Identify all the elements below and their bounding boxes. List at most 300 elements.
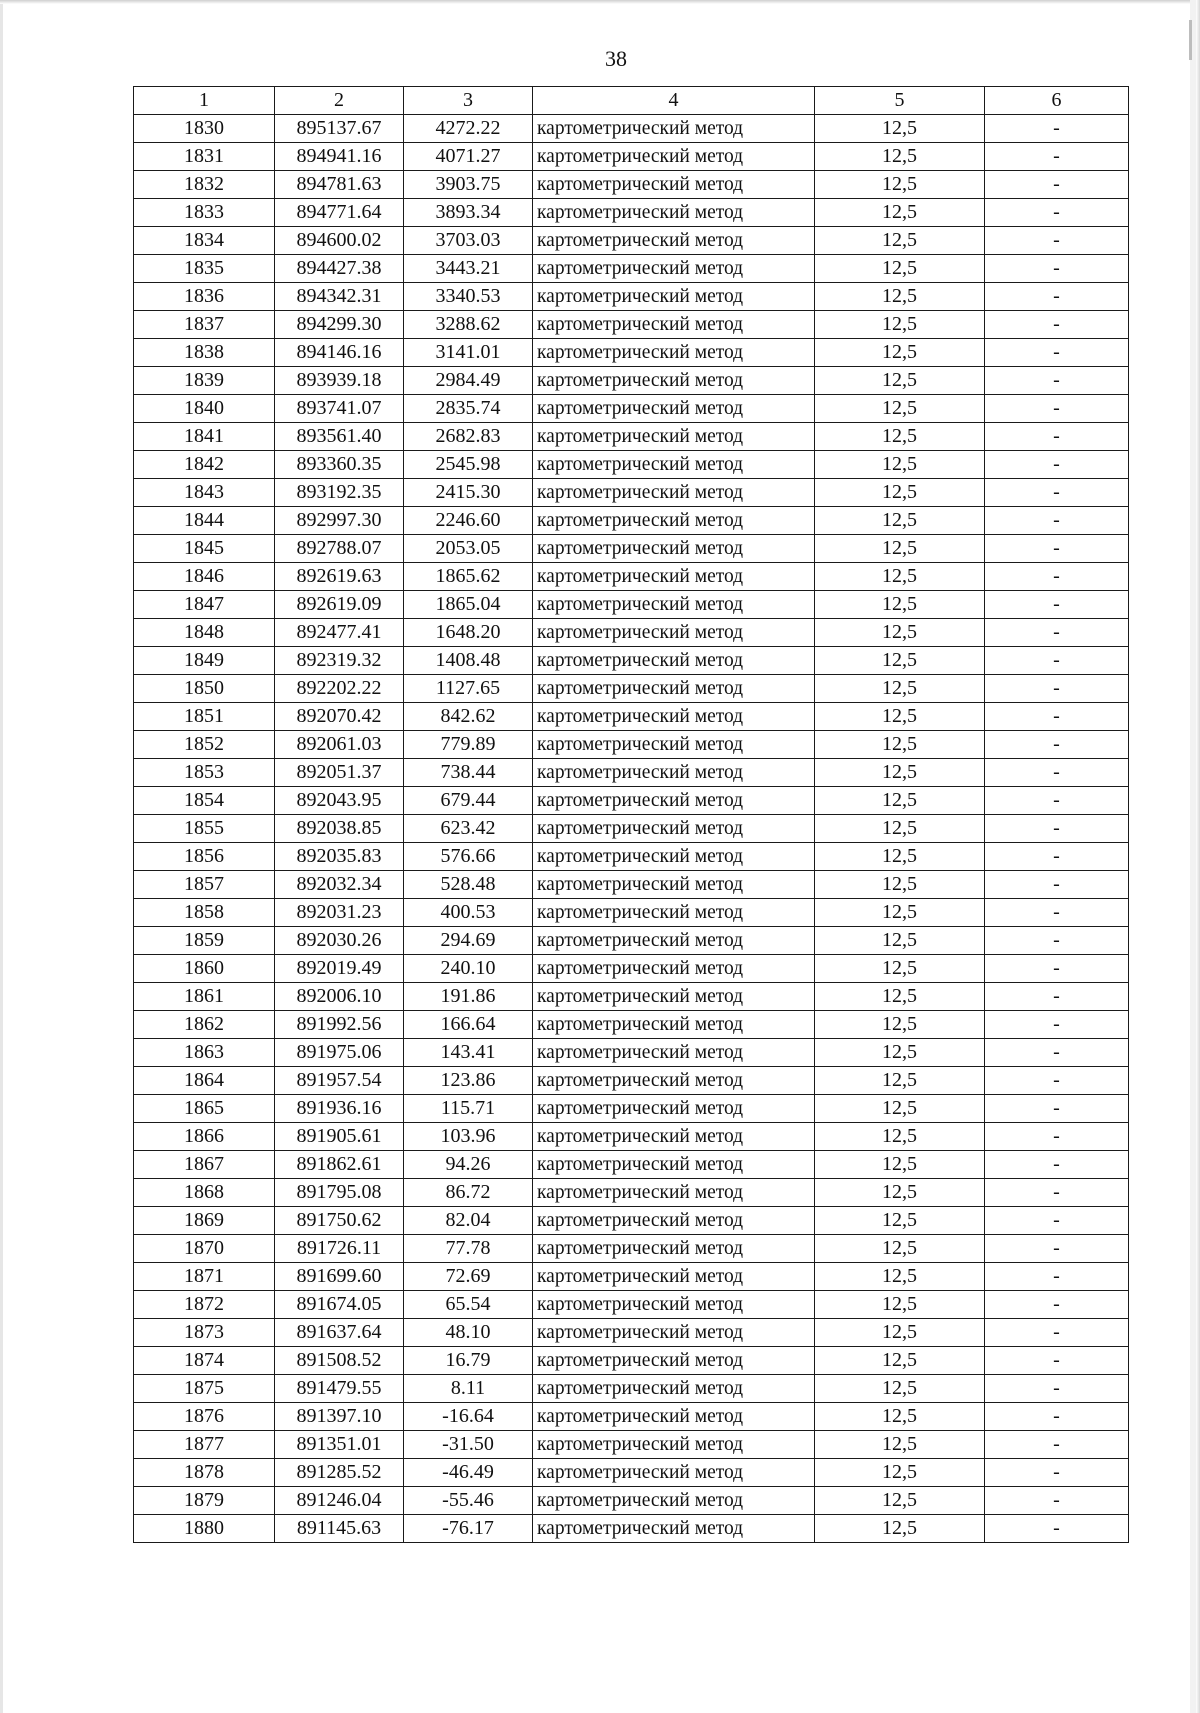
note-cell: - bbox=[985, 647, 1129, 675]
method-cell: картометрический метод bbox=[533, 927, 815, 955]
note-cell: - bbox=[985, 675, 1129, 703]
y-coordinate-cell: 2682.83 bbox=[404, 423, 533, 451]
x-coordinate-cell: 891992.56 bbox=[275, 1011, 404, 1039]
header-cell-2: 2 bbox=[275, 87, 404, 115]
table-row bbox=[134, 1039, 1129, 1067]
method-cell: картометрический метод bbox=[533, 815, 815, 843]
accuracy-cell: 12,5 bbox=[815, 507, 985, 535]
method-cell: картометрический метод bbox=[533, 899, 815, 927]
note-cell: - bbox=[985, 1459, 1129, 1487]
point-number-cell: 1835 bbox=[134, 255, 275, 283]
method-cell: картометрический метод bbox=[533, 759, 815, 787]
method-cell: картометрический метод bbox=[533, 423, 815, 451]
x-coordinate-cell: 892043.95 bbox=[275, 787, 404, 815]
x-coordinate-cell: 891699.60 bbox=[275, 1263, 404, 1291]
point-number-cell: 1856 bbox=[134, 843, 275, 871]
table-row bbox=[134, 1067, 1129, 1095]
y-coordinate-cell: 294.69 bbox=[404, 927, 533, 955]
note-cell: - bbox=[985, 1095, 1129, 1123]
y-coordinate-cell: -55.46 bbox=[404, 1487, 533, 1515]
x-coordinate-cell: 894342.31 bbox=[275, 283, 404, 311]
y-coordinate-cell: 77.78 bbox=[404, 1235, 533, 1263]
y-coordinate-cell: 2053.05 bbox=[404, 535, 533, 563]
method-cell: картометрический метод bbox=[533, 1403, 815, 1431]
table-row bbox=[134, 451, 1129, 479]
accuracy-cell: 12,5 bbox=[815, 787, 985, 815]
accuracy-cell: 12,5 bbox=[815, 1459, 985, 1487]
table-row bbox=[134, 703, 1129, 731]
table-row bbox=[134, 1011, 1129, 1039]
y-coordinate-cell: 1127.65 bbox=[404, 675, 533, 703]
page-number: 38 bbox=[605, 46, 627, 71]
table-row bbox=[134, 339, 1129, 367]
method-cell: картометрический метод bbox=[533, 367, 815, 395]
x-coordinate-cell: 892788.07 bbox=[275, 535, 404, 563]
note-cell: - bbox=[985, 423, 1129, 451]
x-coordinate-cell: 893192.35 bbox=[275, 479, 404, 507]
table-row bbox=[134, 1347, 1129, 1375]
accuracy-cell: 12,5 bbox=[815, 899, 985, 927]
method-cell: картометрический метод bbox=[533, 1235, 815, 1263]
point-number-cell: 1860 bbox=[134, 955, 275, 983]
note-cell: - bbox=[985, 255, 1129, 283]
x-coordinate-cell: 894600.02 bbox=[275, 227, 404, 255]
note-cell: - bbox=[985, 1235, 1129, 1263]
accuracy-cell: 12,5 bbox=[815, 759, 985, 787]
accuracy-cell: 12,5 bbox=[815, 955, 985, 983]
table-row bbox=[134, 1235, 1129, 1263]
note-cell: - bbox=[985, 507, 1129, 535]
method-cell: картометрический метод bbox=[533, 1263, 815, 1291]
note-cell: - bbox=[985, 955, 1129, 983]
method-cell: картометрический метод bbox=[533, 1347, 815, 1375]
method-cell: картометрический метод bbox=[533, 983, 815, 1011]
table-row bbox=[134, 1123, 1129, 1151]
y-coordinate-cell: 115.71 bbox=[404, 1095, 533, 1123]
point-number-cell: 1852 bbox=[134, 731, 275, 759]
note-cell: - bbox=[985, 1207, 1129, 1235]
x-coordinate-cell: 892319.32 bbox=[275, 647, 404, 675]
table-row bbox=[134, 255, 1129, 283]
method-cell: картометрический метод bbox=[533, 1431, 815, 1459]
table-row bbox=[134, 479, 1129, 507]
method-cell: картометрический метод bbox=[533, 115, 815, 143]
point-number-cell: 1846 bbox=[134, 563, 275, 591]
note-cell: - bbox=[985, 283, 1129, 311]
y-coordinate-cell: 94.26 bbox=[404, 1151, 533, 1179]
note-cell: - bbox=[985, 983, 1129, 1011]
note-cell: - bbox=[985, 1375, 1129, 1403]
note-cell: - bbox=[985, 1263, 1129, 1291]
note-cell: - bbox=[985, 1431, 1129, 1459]
method-cell: картометрический метод bbox=[533, 507, 815, 535]
x-coordinate-cell: 892619.63 bbox=[275, 563, 404, 591]
x-coordinate-cell: 891726.11 bbox=[275, 1235, 404, 1263]
method-cell: картометрический метод bbox=[533, 1375, 815, 1403]
note-cell: - bbox=[985, 871, 1129, 899]
y-coordinate-cell: 240.10 bbox=[404, 955, 533, 983]
accuracy-cell: 12,5 bbox=[815, 227, 985, 255]
note-cell: - bbox=[985, 591, 1129, 619]
x-coordinate-cell: 891285.52 bbox=[275, 1459, 404, 1487]
note-cell: - bbox=[985, 1151, 1129, 1179]
note-cell: - bbox=[985, 899, 1129, 927]
accuracy-cell: 12,5 bbox=[815, 1095, 985, 1123]
y-coordinate-cell: -76.17 bbox=[404, 1515, 533, 1543]
y-coordinate-cell: 3893.34 bbox=[404, 199, 533, 227]
accuracy-cell: 12,5 bbox=[815, 367, 985, 395]
accuracy-cell: 12,5 bbox=[815, 1487, 985, 1515]
y-coordinate-cell: 2984.49 bbox=[404, 367, 533, 395]
table-row bbox=[134, 983, 1129, 1011]
table-row bbox=[134, 927, 1129, 955]
point-number-cell: 1831 bbox=[134, 143, 275, 171]
y-coordinate-cell: -31.50 bbox=[404, 1431, 533, 1459]
method-cell: картометрический метод bbox=[533, 1151, 815, 1179]
method-cell: картометрический метод bbox=[533, 647, 815, 675]
x-coordinate-cell: 894427.38 bbox=[275, 255, 404, 283]
method-cell: картометрический метод bbox=[533, 227, 815, 255]
note-cell: - bbox=[985, 115, 1129, 143]
y-coordinate-cell: 8.11 bbox=[404, 1375, 533, 1403]
y-coordinate-cell: 623.42 bbox=[404, 815, 533, 843]
y-coordinate-cell: 3443.21 bbox=[404, 255, 533, 283]
y-coordinate-cell: 400.53 bbox=[404, 899, 533, 927]
table-row bbox=[134, 1291, 1129, 1319]
note-cell: - bbox=[985, 731, 1129, 759]
y-coordinate-cell: 16.79 bbox=[404, 1347, 533, 1375]
method-cell: картометрический метод bbox=[533, 479, 815, 507]
note-cell: - bbox=[985, 1515, 1129, 1543]
note-cell: - bbox=[985, 1039, 1129, 1067]
accuracy-cell: 12,5 bbox=[815, 703, 985, 731]
note-cell: - bbox=[985, 1179, 1129, 1207]
method-cell: картометрический метод bbox=[533, 1319, 815, 1347]
y-coordinate-cell: 1648.20 bbox=[404, 619, 533, 647]
y-coordinate-cell: 72.69 bbox=[404, 1263, 533, 1291]
y-coordinate-cell: 191.86 bbox=[404, 983, 533, 1011]
accuracy-cell: 12,5 bbox=[815, 1347, 985, 1375]
accuracy-cell: 12,5 bbox=[815, 451, 985, 479]
table-row bbox=[134, 1319, 1129, 1347]
coordinates-table bbox=[133, 86, 1129, 1543]
note-cell: - bbox=[985, 815, 1129, 843]
note-cell: - bbox=[985, 703, 1129, 731]
point-number-cell: 1832 bbox=[134, 171, 275, 199]
note-cell: - bbox=[985, 1319, 1129, 1347]
table-row bbox=[134, 507, 1129, 535]
table-row bbox=[134, 675, 1129, 703]
table-header-row bbox=[134, 87, 1129, 115]
method-cell: картометрический метод bbox=[533, 731, 815, 759]
point-number-cell: 1845 bbox=[134, 535, 275, 563]
x-coordinate-cell: 894299.30 bbox=[275, 311, 404, 339]
point-number-cell: 1848 bbox=[134, 619, 275, 647]
table-row bbox=[134, 815, 1129, 843]
point-number-cell: 1878 bbox=[134, 1459, 275, 1487]
accuracy-cell: 12,5 bbox=[815, 199, 985, 227]
x-coordinate-cell: 893561.40 bbox=[275, 423, 404, 451]
point-number-cell: 1849 bbox=[134, 647, 275, 675]
method-cell: картометрический метод bbox=[533, 591, 815, 619]
method-cell: картометрический метод bbox=[533, 871, 815, 899]
y-coordinate-cell: 3903.75 bbox=[404, 171, 533, 199]
y-coordinate-cell: 143.41 bbox=[404, 1039, 533, 1067]
y-coordinate-cell: 3288.62 bbox=[404, 311, 533, 339]
table-row bbox=[134, 1459, 1129, 1487]
note-cell: - bbox=[985, 787, 1129, 815]
accuracy-cell: 12,5 bbox=[815, 843, 985, 871]
y-coordinate-cell: 738.44 bbox=[404, 759, 533, 787]
x-coordinate-cell: 892061.03 bbox=[275, 731, 404, 759]
x-coordinate-cell: 894771.64 bbox=[275, 199, 404, 227]
y-coordinate-cell: 1865.04 bbox=[404, 591, 533, 619]
table-row bbox=[134, 1207, 1129, 1235]
x-coordinate-cell: 891674.05 bbox=[275, 1291, 404, 1319]
accuracy-cell: 12,5 bbox=[815, 339, 985, 367]
x-coordinate-cell: 895137.67 bbox=[275, 115, 404, 143]
x-coordinate-cell: 892030.26 bbox=[275, 927, 404, 955]
x-coordinate-cell: 891351.01 bbox=[275, 1431, 404, 1459]
point-number-cell: 1865 bbox=[134, 1095, 275, 1123]
y-coordinate-cell: 2835.74 bbox=[404, 395, 533, 423]
table-row bbox=[134, 1431, 1129, 1459]
accuracy-cell: 12,5 bbox=[815, 1151, 985, 1179]
coordinates-table-body bbox=[134, 87, 1129, 1543]
point-number-cell: 1840 bbox=[134, 395, 275, 423]
table-row bbox=[134, 1095, 1129, 1123]
note-cell: - bbox=[985, 1487, 1129, 1515]
accuracy-cell: 12,5 bbox=[815, 1207, 985, 1235]
table-row bbox=[134, 1263, 1129, 1291]
accuracy-cell: 12,5 bbox=[815, 423, 985, 451]
method-cell: картометрический метод bbox=[533, 1487, 815, 1515]
x-coordinate-cell: 892202.22 bbox=[275, 675, 404, 703]
point-number-cell: 1854 bbox=[134, 787, 275, 815]
accuracy-cell: 12,5 bbox=[815, 1039, 985, 1067]
y-coordinate-cell: 2545.98 bbox=[404, 451, 533, 479]
table-row bbox=[134, 1403, 1129, 1431]
point-number-cell: 1870 bbox=[134, 1235, 275, 1263]
y-coordinate-cell: 576.66 bbox=[404, 843, 533, 871]
y-coordinate-cell: 103.96 bbox=[404, 1123, 533, 1151]
accuracy-cell: 12,5 bbox=[815, 619, 985, 647]
x-coordinate-cell: 892031.23 bbox=[275, 899, 404, 927]
method-cell: картометрический метод bbox=[533, 1179, 815, 1207]
accuracy-cell: 12,5 bbox=[815, 731, 985, 759]
table-row bbox=[134, 619, 1129, 647]
accuracy-cell: 12,5 bbox=[815, 927, 985, 955]
point-number-cell: 1833 bbox=[134, 199, 275, 227]
accuracy-cell: 12,5 bbox=[815, 591, 985, 619]
table-row bbox=[134, 1375, 1129, 1403]
x-coordinate-cell: 891975.06 bbox=[275, 1039, 404, 1067]
x-coordinate-cell: 893360.35 bbox=[275, 451, 404, 479]
y-coordinate-cell: 1865.62 bbox=[404, 563, 533, 591]
accuracy-cell: 12,5 bbox=[815, 1291, 985, 1319]
accuracy-cell: 12,5 bbox=[815, 1123, 985, 1151]
x-coordinate-cell: 892619.09 bbox=[275, 591, 404, 619]
note-cell: - bbox=[985, 451, 1129, 479]
x-coordinate-cell: 891862.61 bbox=[275, 1151, 404, 1179]
point-number-cell: 1861 bbox=[134, 983, 275, 1011]
accuracy-cell: 12,5 bbox=[815, 983, 985, 1011]
accuracy-cell: 12,5 bbox=[815, 255, 985, 283]
y-coordinate-cell: 3340.53 bbox=[404, 283, 533, 311]
method-cell: картометрический метод bbox=[533, 787, 815, 815]
y-coordinate-cell: 48.10 bbox=[404, 1319, 533, 1347]
table-row bbox=[134, 423, 1129, 451]
y-coordinate-cell: 3703.03 bbox=[404, 227, 533, 255]
note-cell: - bbox=[985, 339, 1129, 367]
table-row bbox=[134, 143, 1129, 171]
point-number-cell: 1834 bbox=[134, 227, 275, 255]
table-row bbox=[134, 1487, 1129, 1515]
note-cell: - bbox=[985, 199, 1129, 227]
y-coordinate-cell: 4272.22 bbox=[404, 115, 533, 143]
y-coordinate-cell: 65.54 bbox=[404, 1291, 533, 1319]
accuracy-cell: 12,5 bbox=[815, 815, 985, 843]
accuracy-cell: 12,5 bbox=[815, 479, 985, 507]
method-cell: картометрический метод bbox=[533, 619, 815, 647]
table-row bbox=[134, 647, 1129, 675]
point-number-cell: 1847 bbox=[134, 591, 275, 619]
method-cell: картометрический метод bbox=[533, 1123, 815, 1151]
x-coordinate-cell: 892006.10 bbox=[275, 983, 404, 1011]
point-number-cell: 1877 bbox=[134, 1431, 275, 1459]
x-coordinate-cell: 891508.52 bbox=[275, 1347, 404, 1375]
accuracy-cell: 12,5 bbox=[815, 395, 985, 423]
point-number-cell: 1837 bbox=[134, 311, 275, 339]
method-cell: картометрический метод bbox=[533, 451, 815, 479]
method-cell: картометрический метод bbox=[533, 395, 815, 423]
method-cell: картометрический метод bbox=[533, 1067, 815, 1095]
x-coordinate-cell: 892051.37 bbox=[275, 759, 404, 787]
note-cell: - bbox=[985, 1403, 1129, 1431]
x-coordinate-cell: 891246.04 bbox=[275, 1487, 404, 1515]
point-number-cell: 1862 bbox=[134, 1011, 275, 1039]
table-row bbox=[134, 199, 1129, 227]
point-number-cell: 1841 bbox=[134, 423, 275, 451]
note-cell: - bbox=[985, 1123, 1129, 1151]
point-number-cell: 1851 bbox=[134, 703, 275, 731]
table-row bbox=[134, 283, 1129, 311]
x-coordinate-cell: 891795.08 bbox=[275, 1179, 404, 1207]
note-cell: - bbox=[985, 143, 1129, 171]
note-cell: - bbox=[985, 927, 1129, 955]
note-cell: - bbox=[985, 1291, 1129, 1319]
method-cell: картометрический метод bbox=[533, 339, 815, 367]
scan-top-edge bbox=[0, 0, 1200, 4]
accuracy-cell: 12,5 bbox=[815, 535, 985, 563]
accuracy-cell: 12,5 bbox=[815, 1011, 985, 1039]
y-coordinate-cell: 528.48 bbox=[404, 871, 533, 899]
accuracy-cell: 12,5 bbox=[815, 1179, 985, 1207]
accuracy-cell: 12,5 bbox=[815, 1403, 985, 1431]
y-coordinate-cell: 679.44 bbox=[404, 787, 533, 815]
table-row bbox=[134, 843, 1129, 871]
accuracy-cell: 12,5 bbox=[815, 647, 985, 675]
table-row bbox=[134, 731, 1129, 759]
x-coordinate-cell: 894781.63 bbox=[275, 171, 404, 199]
x-coordinate-cell: 891905.61 bbox=[275, 1123, 404, 1151]
method-cell: картометрический метод bbox=[533, 171, 815, 199]
method-cell: картометрический метод bbox=[533, 311, 815, 339]
y-coordinate-cell: 779.89 bbox=[404, 731, 533, 759]
method-cell: картометрический метод bbox=[533, 143, 815, 171]
x-coordinate-cell: 891957.54 bbox=[275, 1067, 404, 1095]
point-number-cell: 1844 bbox=[134, 507, 275, 535]
note-cell: - bbox=[985, 843, 1129, 871]
table-row bbox=[134, 1515, 1129, 1543]
point-number-cell: 1872 bbox=[134, 1291, 275, 1319]
table-row bbox=[134, 787, 1129, 815]
point-number-cell: 1853 bbox=[134, 759, 275, 787]
table-row bbox=[134, 395, 1129, 423]
x-coordinate-cell: 892032.34 bbox=[275, 871, 404, 899]
point-number-cell: 1874 bbox=[134, 1347, 275, 1375]
point-number-cell: 1863 bbox=[134, 1039, 275, 1067]
method-cell: картометрический метод bbox=[533, 1515, 815, 1543]
method-cell: картометрический метод bbox=[533, 1459, 815, 1487]
table-row bbox=[134, 899, 1129, 927]
y-coordinate-cell: 1408.48 bbox=[404, 647, 533, 675]
point-number-cell: 1859 bbox=[134, 927, 275, 955]
point-number-cell: 1855 bbox=[134, 815, 275, 843]
note-cell: - bbox=[985, 395, 1129, 423]
point-number-cell: 1836 bbox=[134, 283, 275, 311]
point-number-cell: 1850 bbox=[134, 675, 275, 703]
x-coordinate-cell: 892038.85 bbox=[275, 815, 404, 843]
accuracy-cell: 12,5 bbox=[815, 1235, 985, 1263]
method-cell: картометрический метод bbox=[533, 703, 815, 731]
point-number-cell: 1864 bbox=[134, 1067, 275, 1095]
header-cell-3: 3 bbox=[404, 87, 533, 115]
table-row bbox=[134, 955, 1129, 983]
table-row bbox=[134, 311, 1129, 339]
point-number-cell: 1830 bbox=[134, 115, 275, 143]
method-cell: картометрический метод bbox=[533, 955, 815, 983]
point-number-cell: 1858 bbox=[134, 899, 275, 927]
note-cell: - bbox=[985, 1011, 1129, 1039]
y-coordinate-cell: 2246.60 bbox=[404, 507, 533, 535]
y-coordinate-cell: 842.62 bbox=[404, 703, 533, 731]
x-coordinate-cell: 891637.64 bbox=[275, 1319, 404, 1347]
method-cell: картометрический метод bbox=[533, 283, 815, 311]
table-row bbox=[134, 563, 1129, 591]
x-coordinate-cell: 892477.41 bbox=[275, 619, 404, 647]
y-coordinate-cell: 2415.30 bbox=[404, 479, 533, 507]
note-cell: - bbox=[985, 563, 1129, 591]
method-cell: картометрический метод bbox=[533, 199, 815, 227]
y-coordinate-cell: 123.86 bbox=[404, 1067, 533, 1095]
point-number-cell: 1843 bbox=[134, 479, 275, 507]
accuracy-cell: 12,5 bbox=[815, 115, 985, 143]
y-coordinate-cell: 166.64 bbox=[404, 1011, 533, 1039]
method-cell: картометрический метод bbox=[533, 1095, 815, 1123]
x-coordinate-cell: 892035.83 bbox=[275, 843, 404, 871]
accuracy-cell: 12,5 bbox=[815, 675, 985, 703]
table-row bbox=[134, 1179, 1129, 1207]
x-coordinate-cell: 894941.16 bbox=[275, 143, 404, 171]
point-number-cell: 1880 bbox=[134, 1515, 275, 1543]
x-coordinate-cell: 893741.07 bbox=[275, 395, 404, 423]
table-row bbox=[134, 871, 1129, 899]
method-cell: картометрический метод bbox=[533, 675, 815, 703]
note-cell: - bbox=[985, 759, 1129, 787]
table-row bbox=[134, 227, 1129, 255]
x-coordinate-cell: 892997.30 bbox=[275, 507, 404, 535]
